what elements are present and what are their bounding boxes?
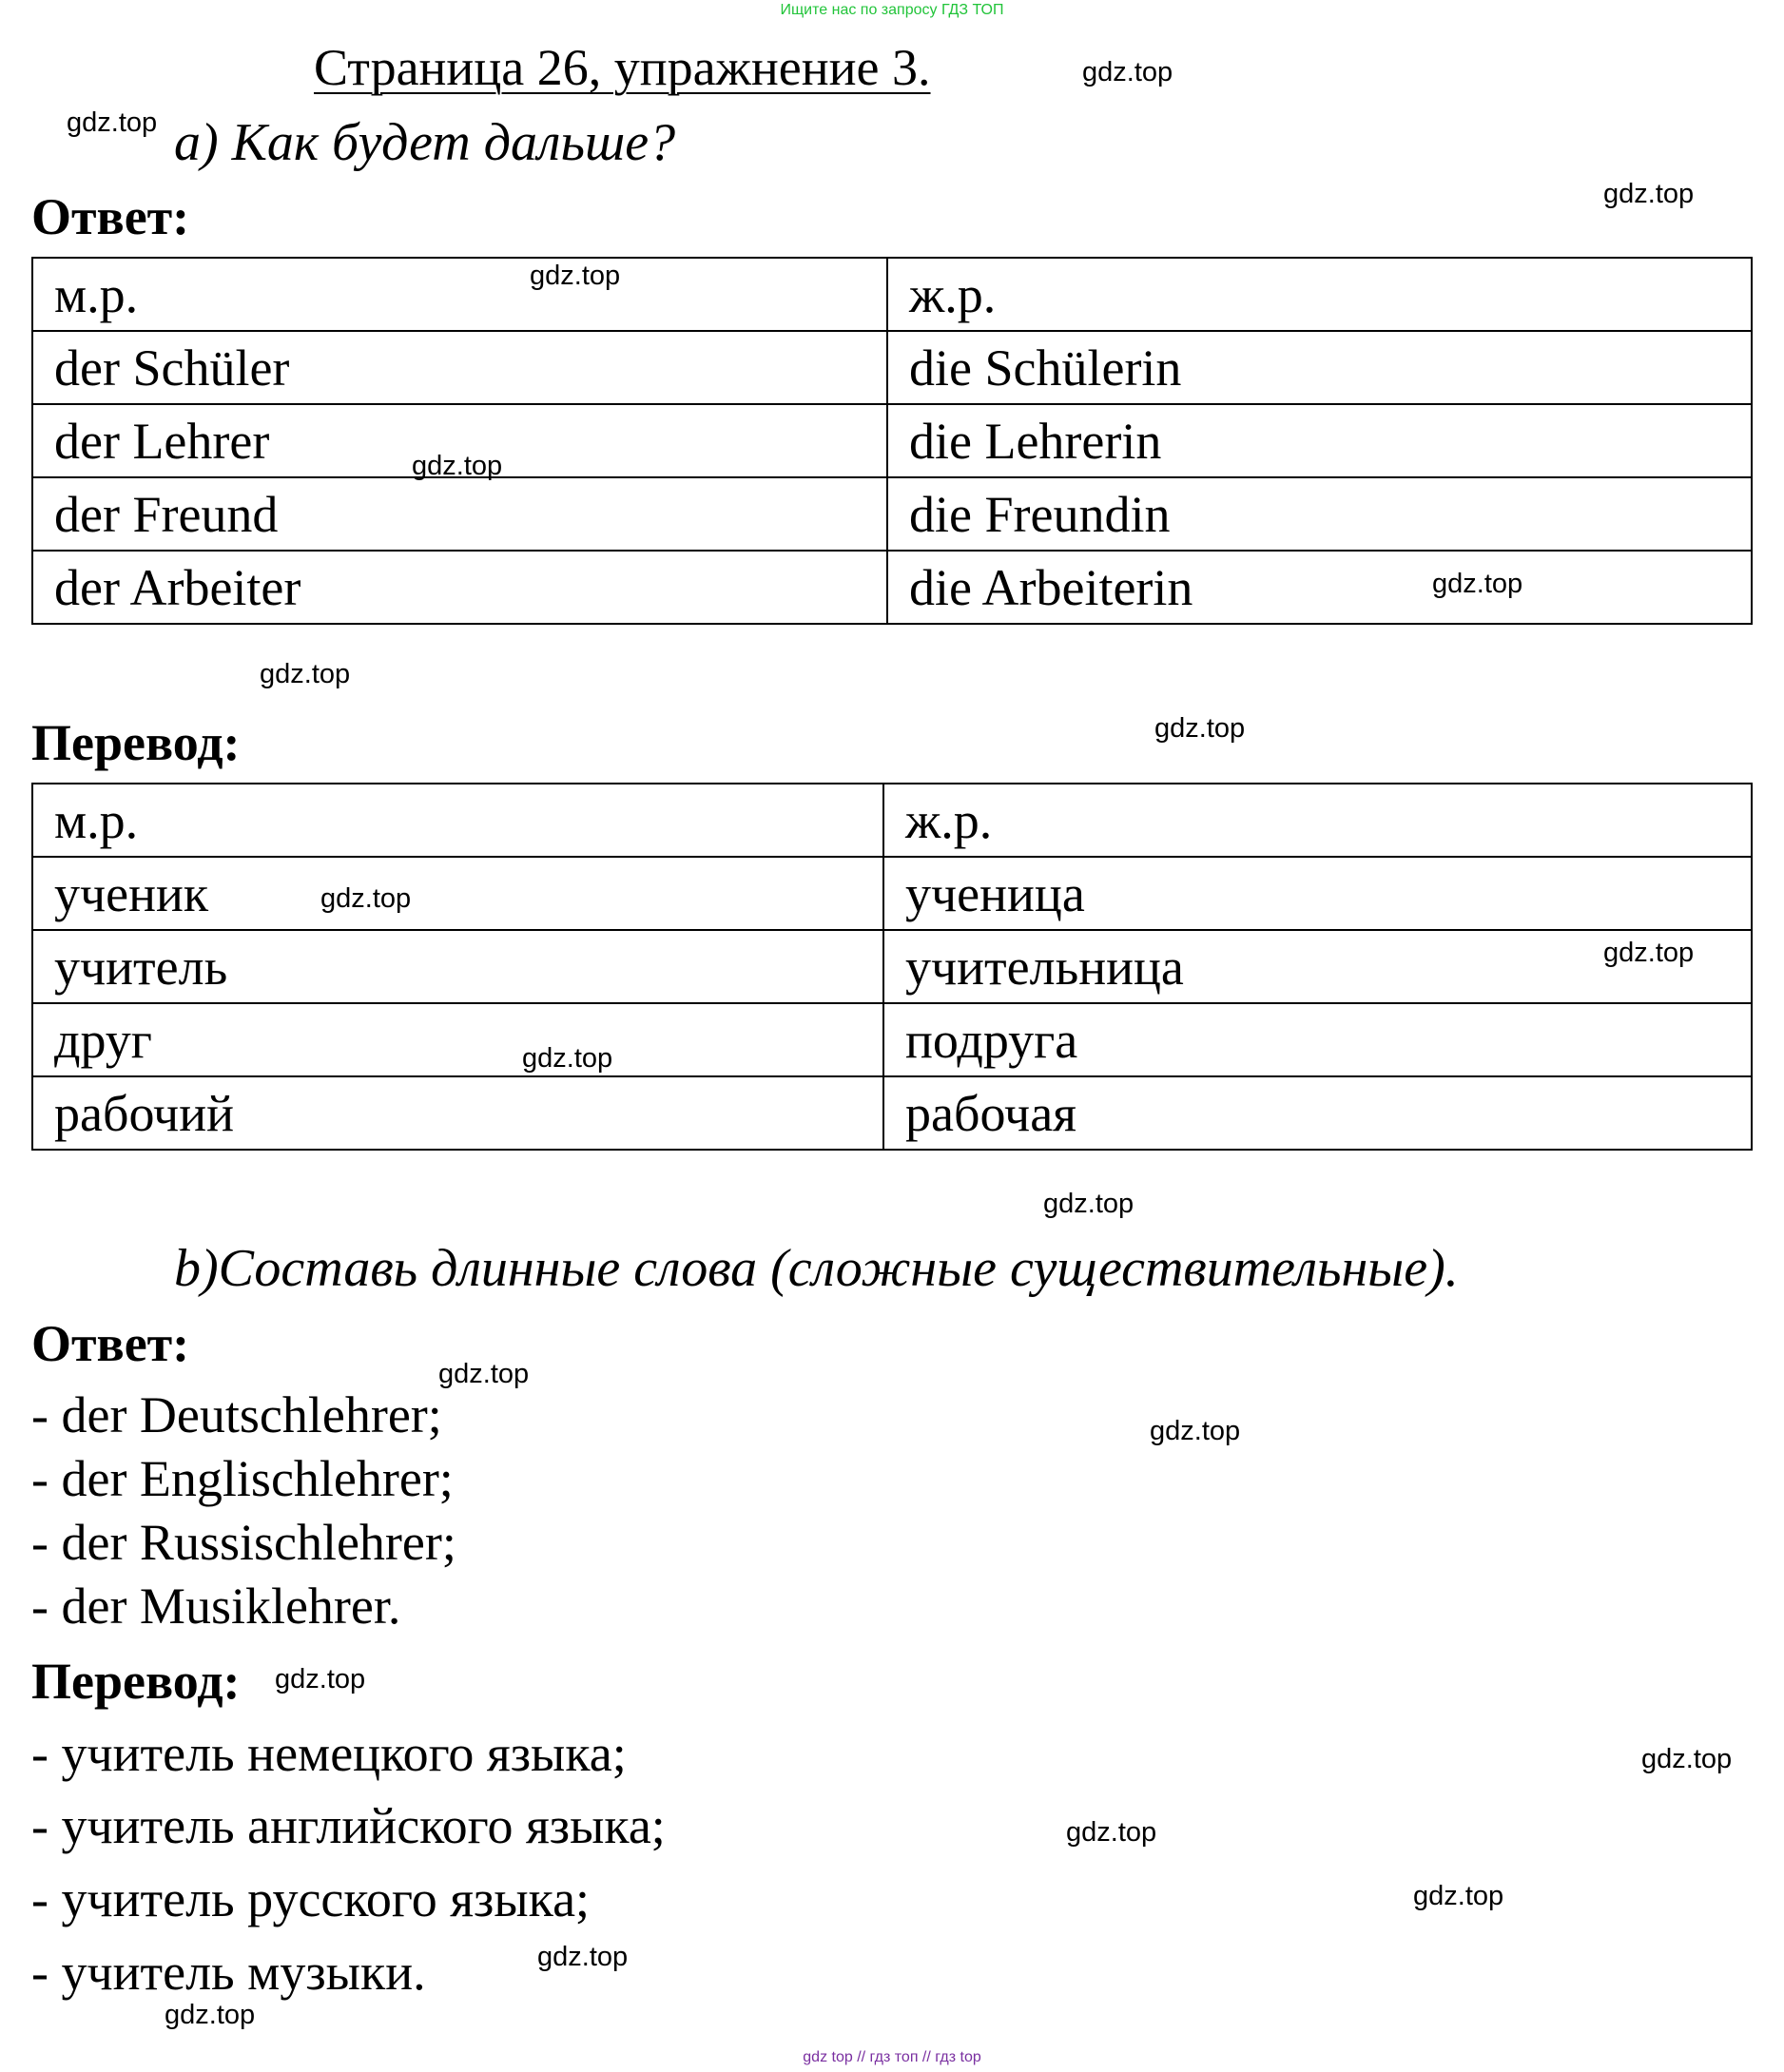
list-item: - der Deutschlehrer;: [31, 1386, 442, 1443]
watermark: gdz.top: [1150, 1416, 1241, 1446]
list-item: - учитель немецкого языка;: [31, 1725, 627, 1782]
list-item: - учитель музыки.: [31, 1944, 426, 2001]
watermark: gdz.top: [438, 1359, 530, 1389]
table-cell: der Arbeiter: [32, 551, 887, 624]
list-item: - учитель английского языка;: [31, 1797, 666, 1854]
watermark: gdz.top: [1641, 1744, 1733, 1774]
watermark: gdz.top: [275, 1664, 366, 1694]
table-row: [32, 930, 1752, 1003]
table-header-cell: ж.р.: [883, 784, 1752, 857]
table-cell: учительница: [883, 930, 1752, 1003]
translation-heading-1: Перевод:: [31, 714, 241, 771]
list-item: - der Musiklehrer.: [31, 1578, 401, 1635]
table-cell: ученик: [32, 857, 883, 930]
table-header-cell: м.р.: [32, 784, 883, 857]
table-cell: учитель: [32, 930, 883, 1003]
table-cell: ученица: [883, 857, 1752, 930]
watermark: gdz.top: [1043, 1189, 1134, 1219]
table-row: [32, 477, 1752, 551]
translation-table: [31, 783, 1753, 1151]
translation-heading-2: Перевод:: [31, 1653, 241, 1710]
watermark: gdz.top: [320, 883, 412, 914]
table-row: [32, 857, 1752, 930]
page-title: Страница 26, упражнение 3.: [314, 39, 931, 96]
table-cell: подруга: [883, 1003, 1752, 1076]
table-row: [32, 784, 1752, 857]
watermark: gdz.top: [522, 1043, 613, 1074]
list-item: - учитель русского языка;: [31, 1870, 591, 1927]
watermark: gdz.top: [412, 451, 503, 481]
table-header-cell: ж.р.: [887, 258, 1752, 331]
watermark: gdz.top: [165, 2000, 256, 2030]
table-cell: друг: [32, 1003, 883, 1076]
table-cell: die Arbeiterin: [887, 551, 1752, 624]
watermark: gdz.top: [1066, 1817, 1157, 1848]
list-item: - der Russischlehrer;: [31, 1514, 456, 1571]
answer-heading-1: Ответ:: [31, 188, 190, 245]
table-row: [32, 1003, 1752, 1076]
watermark: gdz.top: [1154, 713, 1246, 744]
table-cell: die Lehrerin: [887, 404, 1752, 477]
table-cell: der Freund: [32, 477, 887, 551]
task-b-heading: b)Составь длинные слова (сложные существительные).: [174, 1239, 1459, 1298]
search-banner: Ищите нас по запросу ГДЗ ТОП: [780, 2, 1004, 18]
watermark: gdz.top: [260, 659, 351, 689]
table-cell: der Schüler: [32, 331, 887, 404]
watermark: gdz.top: [1603, 938, 1695, 968]
table-cell: der Lehrer: [32, 404, 887, 477]
table-row: [32, 258, 1752, 331]
table-header-cell: м.р.: [32, 258, 887, 331]
answer-heading-2: Ответ:: [31, 1315, 190, 1372]
watermark: gdz.top: [1432, 569, 1523, 599]
watermark: gdz.top: [1082, 57, 1173, 87]
table-cell: die Freundin: [887, 477, 1752, 551]
table-cell: рабочий: [32, 1076, 883, 1150]
table-row: [32, 1076, 1752, 1150]
table-row: [32, 331, 1752, 404]
task-a-heading: a) Как будет дальше?: [174, 113, 676, 172]
table-cell: рабочая: [883, 1076, 1752, 1150]
list-item: - der Englischlehrer;: [31, 1450, 454, 1507]
table-row: [32, 404, 1752, 477]
watermark: gdz.top: [1603, 179, 1695, 209]
watermark: gdz.top: [537, 1942, 629, 1972]
watermark: gdz.top: [67, 107, 158, 138]
watermark: gdz.top: [530, 261, 621, 291]
table-cell: die Schülerin: [887, 331, 1752, 404]
footer-watermark: gdz top // гдз топ // гдз top: [803, 2049, 981, 2065]
watermark: gdz.top: [1413, 1881, 1504, 1911]
